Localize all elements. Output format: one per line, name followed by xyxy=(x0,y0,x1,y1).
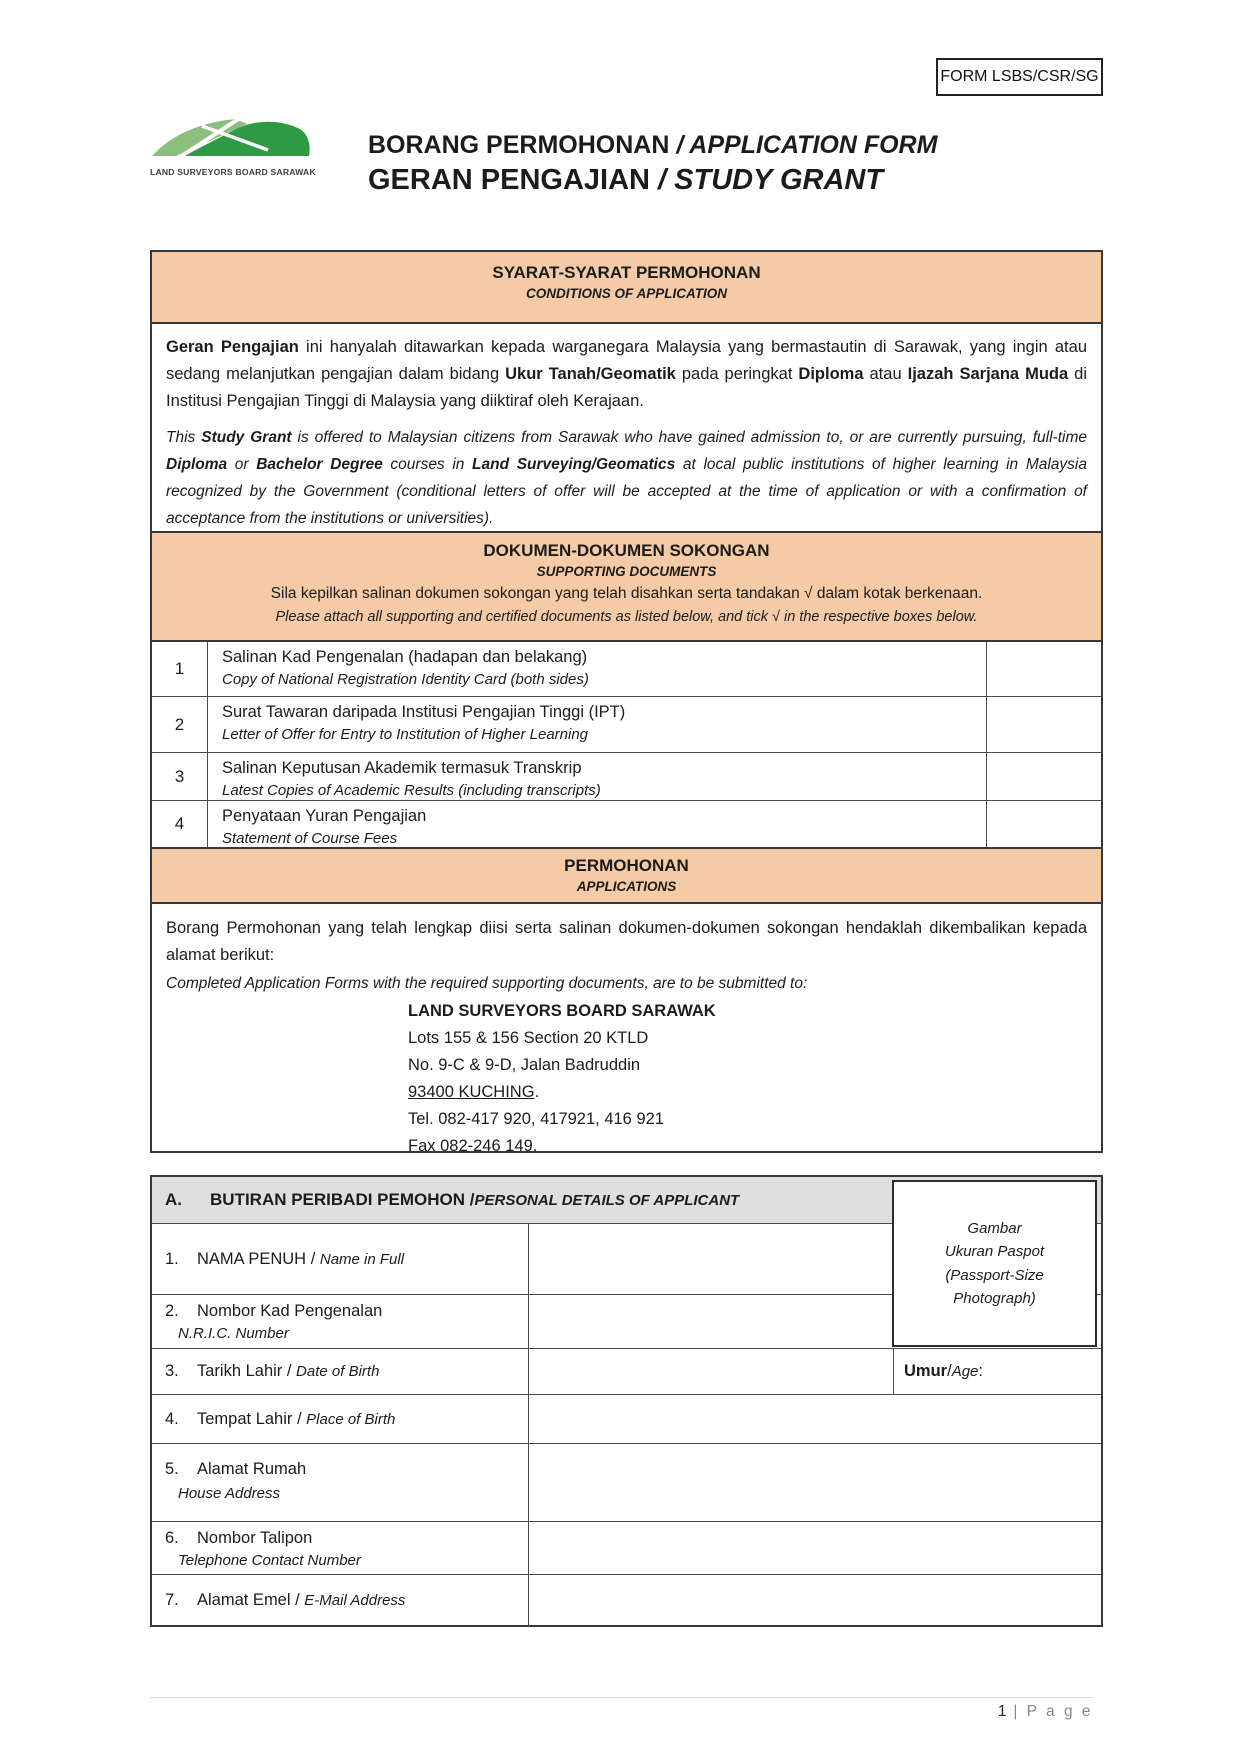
document-description: Salinan Keputusan Akademik termasuk Transkrip Latest Copies of Academic Results (including transcripts) xyxy=(208,753,987,800)
document-row-1 xyxy=(152,642,1101,697)
field-row-telephone xyxy=(152,1522,1101,1575)
pob-input-cell[interactable] xyxy=(529,1395,1101,1443)
conditions-header-ms: SYARAT-SYARAT PERMOHONAN xyxy=(492,263,761,282)
address-fax: Fax 082-246 149. xyxy=(408,1137,538,1155)
form-code-text: FORM LSBS/CSR/SG xyxy=(940,68,1099,85)
field-label: 6. Nombor Talipon Telephone Contact Number xyxy=(152,1522,529,1574)
page-number: 1 xyxy=(997,1703,1007,1720)
field-row-dob xyxy=(152,1349,1101,1395)
form-code-box xyxy=(936,58,1103,96)
field-label: 7. Alamat Emel / E-Mail Address xyxy=(152,1575,529,1625)
lsbs-logo xyxy=(150,116,318,177)
dob-input-cell[interactable] xyxy=(529,1349,894,1394)
field-label: 5. Alamat Rumah House Address xyxy=(152,1444,529,1521)
tick-box[interactable] xyxy=(987,697,1101,752)
document-row-4 xyxy=(152,801,1101,849)
applications-header-ms: PERMOHONAN xyxy=(564,856,689,875)
documents-header-ms: DOKUMEN-DOKUMEN SOKONGAN xyxy=(483,541,770,560)
email-input-cell[interactable] xyxy=(529,1575,1101,1625)
conditions-header xyxy=(152,252,1101,324)
submission-address xyxy=(408,998,1087,1160)
lsbs-logo-icon xyxy=(150,116,312,160)
address-tel: Tel. 082-417 920, 417921, 416 921 xyxy=(408,1110,664,1128)
page-title-line2: GERAN PENGAJIAN / STUDY GRANT xyxy=(368,164,884,196)
address-city: 93400 KUCHING. xyxy=(408,1083,540,1101)
section-a-title-en: PERSONAL DETAILS OF APPLICANT xyxy=(474,1191,740,1209)
conditions-body xyxy=(152,324,1101,533)
address-name: LAND SURVEYORS BOARD SARAWAK xyxy=(408,1002,716,1020)
document-row-3 xyxy=(152,753,1101,801)
field-label: 4. Tempat Lahir / Place of Birth xyxy=(152,1395,529,1443)
house-address-input-cell[interactable] xyxy=(529,1444,1101,1521)
applications-body xyxy=(152,904,1101,1155)
photo-label-line1: Gambar xyxy=(967,1219,1022,1237)
applications-header xyxy=(152,849,1101,904)
section-a-label: A. xyxy=(165,1190,182,1209)
section-a-header: A. BUTIRAN PERIBADI PEMOHON / PERSONAL DETAILS OF APPLICANT xyxy=(152,1177,1101,1224)
passport-photo-box xyxy=(892,1180,1097,1347)
field-label: 3. Tarikh Lahir / Date of Birth xyxy=(152,1349,529,1394)
document-number: 3 xyxy=(152,753,208,800)
applications-paragraph-ms: Borang Permohonan yang telah lengkap diisi serta salinan dokumen-dokumen sokongan hendaklah dikembalikan kepada alamat berikut: xyxy=(166,919,1087,964)
address-line1: Lots 155 & 156 Section 20 KTLD xyxy=(408,1029,649,1047)
field-label: 1. NAMA PENUH / Name in Full xyxy=(152,1224,529,1294)
telephone-input-cell[interactable] xyxy=(529,1522,1101,1574)
photo-label-line3: (Passport-Size xyxy=(945,1266,1044,1284)
page-title-line1: BORANG PERMOHONAN / APPLICATION FORM xyxy=(368,131,938,159)
tick-box[interactable] xyxy=(987,801,1101,847)
page-footer xyxy=(150,1697,1093,1721)
applications-paragraph-en: Completed Application Forms with the required supporting documents, are to be submitted to: xyxy=(166,975,808,992)
tick-box[interactable] xyxy=(987,642,1101,696)
document-description: Surat Tawaran daripada Institusi Pengajian Tinggi (IPT) Letter of Offer for Entry to Institution of Higher Learning xyxy=(208,697,987,752)
documents-note-en: Please attach all supporting and certified documents as listed below, and tick √ in the respective boxes below. xyxy=(275,609,978,625)
form-titles xyxy=(368,129,937,199)
photo-label-line2: Ukuran Paspot xyxy=(944,1243,1045,1260)
document-number: 2 xyxy=(152,697,208,752)
conditions-header-en: CONDITIONS OF APPLICATION xyxy=(526,286,727,301)
main-table xyxy=(150,250,1103,1153)
applications-header-en: APPLICATIONS xyxy=(576,879,677,894)
logo-caption: LAND SURVEYORS BOARD SARAWAK xyxy=(150,167,316,177)
field-row-house-address xyxy=(152,1444,1101,1522)
field-row-email xyxy=(152,1575,1101,1625)
document-number: 1 xyxy=(152,642,208,696)
section-a-title-ms: BUTIRAN PERIBADI PEMOHON xyxy=(210,1190,466,1209)
documents-header-en: SUPPORTING DOCUMENTS xyxy=(536,564,717,579)
address-line2: No. 9-C & 9-D, Jalan Badruddin xyxy=(408,1056,641,1074)
tick-box[interactable] xyxy=(987,753,1101,800)
photo-label-line4: Photograph) xyxy=(953,1290,1036,1307)
field-label: 2. Nombor Kad Pengenalan N.R.I.C. Number xyxy=(152,1295,529,1348)
documents-header xyxy=(152,533,1101,642)
documents-note-ms: Sila kepilkan salinan dokumen sokongan yang telah disahkan serta tandakan √ dalam kotak berkenaan. xyxy=(270,585,983,602)
age-cell[interactable]: Umur / Age : xyxy=(904,1362,983,1380)
document-description: Salinan Kad Pengenalan (hadapan dan belakang) Copy of National Registration Identity Card (both sides) xyxy=(208,642,987,696)
document-description: Penyataan Yuran Pengajian Statement of Course Fees xyxy=(208,801,987,847)
document-row-2 xyxy=(152,697,1101,753)
document-number: 4 xyxy=(152,801,208,847)
conditions-paragraph-en: This Study Grant is offered to Malaysian citizens from Sarawak who have gained admission to, or are currently pursuing, full-time Diploma or Bachelor Degree courses in Land Surveying/Geomatics at local public institutions of higher learning in Malaysia recognized by the Government (conditional letters of offer will be accepted at the time of application or with a confirmation of acceptance from the institutions or universities). xyxy=(166,429,1087,527)
field-row-pob xyxy=(152,1395,1101,1444)
page-word: | P a g e xyxy=(1006,1703,1093,1720)
conditions-paragraph-ms: Geran Pengajian ini hanyalah ditawarkan kepada warganegara Malaysia yang bermastautin di Sarawak, yang ingin atau sedang melanjutkan pengajian dalam bidang Ukur Tanah/Geomatik pada peringkat Diploma atau Ijazah Sarjana Muda di Institusi Pengajian Tinggi di Malaysia yang diiktiraf oleh Kerajaan. xyxy=(166,338,1087,410)
